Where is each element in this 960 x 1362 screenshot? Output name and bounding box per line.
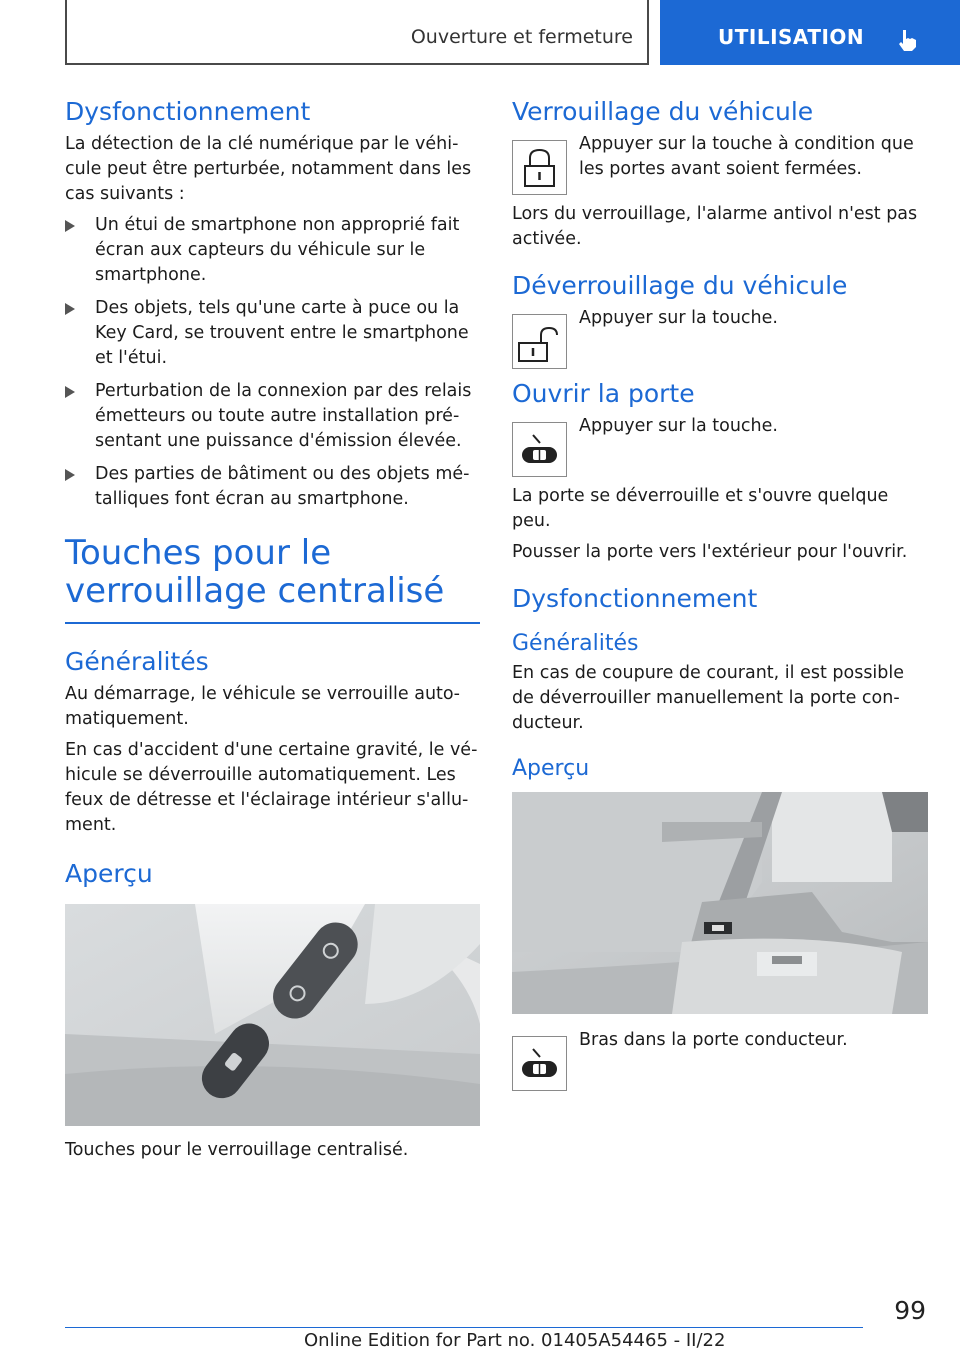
general-heading: Généralités — [65, 647, 209, 676]
unlock-text: Appuyer sur la touche. — [579, 308, 778, 328]
general-paragraph-1: Au démarrage, le véhicule se verrouille auto‐ matiquement. — [65, 684, 460, 729]
bullet-triangle-icon — [65, 386, 75, 398]
open-door-text: Appuyer sur la touche. — [579, 416, 778, 436]
header-section-title: Ouverture et fermeture — [410, 26, 633, 48]
photo-caption: Touches pour le verrouillage centralisé. — [65, 1140, 409, 1160]
list-item — [65, 296, 480, 371]
general-paragraph-2: En cas d'accident d'une certaine gravité, le vé‐ hicule se déverrouille automatiquement. Les feux de détresse et l'éclairage intérieur s'allu‐ ment. — [65, 740, 478, 835]
overview-heading-right: Aperçu — [512, 756, 590, 781]
list-item — [65, 213, 480, 288]
open-door-button-icon — [512, 422, 567, 477]
door-lever-icon — [512, 1036, 567, 1091]
lock-heading: Verrouillage du véhicule — [512, 97, 814, 126]
page-number: 99 — [894, 1296, 926, 1325]
open-door-paragraph-1: La porte se déverrouille et s'ouvre quelque peu. — [512, 486, 889, 531]
list-item-text: Un étui de smartphone non approprié fait écran aux capteurs du véhicule sur le smartphone. — [95, 215, 460, 285]
lever-instruction — [512, 1028, 930, 1086]
list-item-text: Perturbation de la connexion par des relais émetteurs ou toute autre installation pré‐ sentant une puissance d'émission élevée. — [95, 381, 472, 451]
lock-instruction — [512, 132, 930, 190]
chapter-tab-label: UTILISATION — [718, 25, 865, 49]
dysfunction-intro: La détection de la clé numérique par le véhi‐ cule peut être perturbée, notamment dans les cas suivants : — [65, 134, 472, 204]
section-heading: Touches pour le verrouillage centralisé — [65, 534, 480, 624]
dysfunction-list — [65, 213, 480, 512]
bullet-triangle-icon — [65, 469, 75, 481]
unlock-button-icon — [512, 314, 567, 369]
overview-heading: Aperçu — [65, 859, 153, 888]
bullet-triangle-icon — [65, 303, 75, 315]
open-door-instruction — [512, 414, 930, 472]
door-buttons-photo — [65, 904, 480, 1126]
list-item-text: Des parties de bâtiment ou des objets mé‐ talliques font écran au smartphone. — [95, 464, 470, 509]
list-item — [65, 379, 480, 454]
lock-button-icon — [512, 140, 567, 195]
lock-note: Lors du verrouillage, l'alarme antivol n'est pas activée. — [512, 204, 918, 249]
open-door-paragraph-2: Pousser la porte vers l'extérieur pour l'ouvrir. — [512, 542, 908, 562]
left-column — [65, 96, 480, 1169]
unlock-instruction — [512, 306, 930, 364]
list-item — [65, 462, 480, 512]
dysfunction-heading-right: Dysfonctionnement — [512, 584, 758, 613]
header-chapter-tab[interactable] — [660, 0, 960, 65]
bullet-triangle-icon — [65, 220, 75, 232]
lock-text: Appuyer sur la touche à condition que les portes avant soient fermées. — [579, 134, 914, 179]
hand-pointer-icon — [894, 26, 920, 56]
list-item-text: Des objets, tels qu'une carte à puce ou la Key Card, se trouvent entre le smartphone et l'étui. — [95, 298, 469, 368]
unlock-heading: Déverrouillage du véhicule — [512, 271, 848, 300]
dysfunction-heading: Dysfonctionnement — [65, 97, 311, 126]
lever-text: Bras dans la porte conducteur. — [579, 1030, 848, 1050]
door-lever-photo — [512, 792, 928, 1014]
footer-divider — [65, 1327, 863, 1328]
right-column — [512, 96, 930, 1098]
general-text-right: En cas de coupure de courant, il est possible de déverrouiller manuellement la porte con‐ ducteur. — [512, 663, 905, 733]
header-section-box — [65, 0, 649, 65]
open-door-heading: Ouvrir la porte — [512, 379, 695, 408]
general-heading-right: Généralités — [512, 631, 639, 656]
footer-edition: Online Edition for Part no. 01405A54465 - II/22 — [304, 1330, 726, 1351]
